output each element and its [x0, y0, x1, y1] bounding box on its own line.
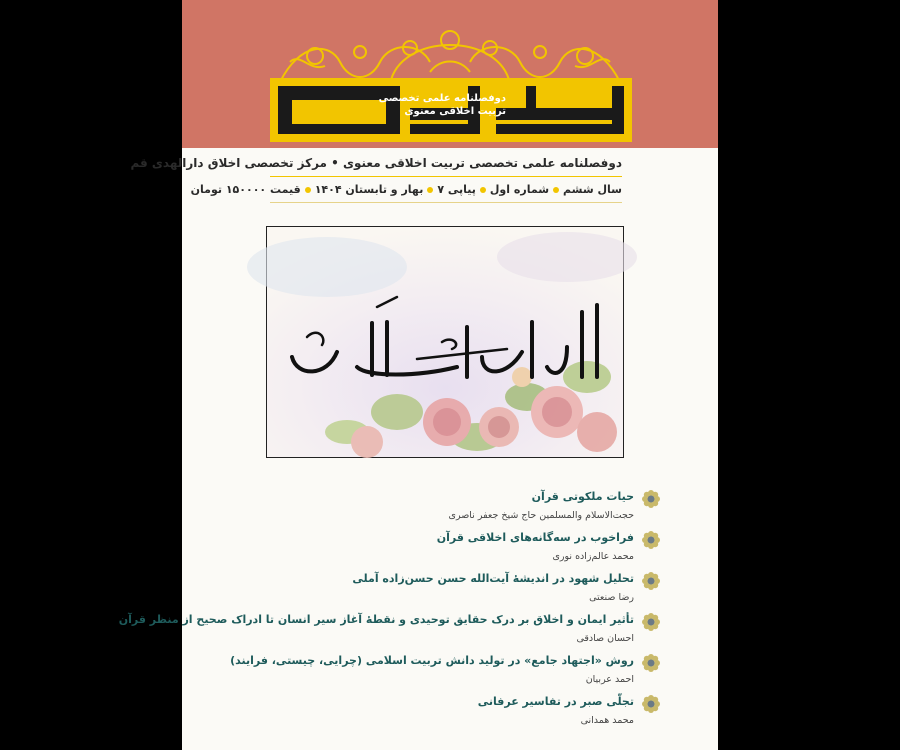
table-of-contents [118, 488, 660, 734]
toc-item[interactable] [190, 652, 660, 693]
issue-price: قیمت ۱۵۰۰۰۰ تومان [190, 183, 301, 196]
logo-subtitle [376, 92, 506, 118]
toc-title: فراخوب در سه‌گانه‌های اخلاقی قرآن [436, 531, 634, 544]
toc-title: حیات ملکوتی قرآن [531, 490, 634, 503]
issue-number: شماره اول [489, 183, 550, 196]
toc-item[interactable] [190, 488, 660, 529]
toc-title: تجلّی صبر در تفاسیر عرفانی [477, 695, 634, 708]
toc-item[interactable] [118, 611, 660, 652]
divider [270, 176, 622, 177]
journal-cover [118, 0, 718, 750]
toc-title: روش «اجتهاد جامع» در تولید دانش تربیت اسلامی (چرایی، چیستی، فرایند) [230, 654, 634, 667]
issue-series: پیاپی ۷ [437, 183, 476, 196]
rosette-icon [642, 654, 660, 672]
bullet-icon [427, 187, 433, 193]
bullet-icon [480, 187, 486, 193]
rosette-icon [642, 695, 660, 713]
toc-author: احسان صادقی [576, 633, 634, 644]
bullet-icon [305, 187, 311, 193]
logo-subtitle-line1: دوفصلنامه علمی تخصصی [378, 93, 506, 104]
toc-title: تحلیل شهود در اندیشهٔ آیت‌الله حسن حسن‌زاده آملی [352, 572, 634, 585]
journal-tagline: دوفصلنامه علمی تخصصی تربیت اخلاقی معنوی • مرکز تخصصی اخلاق دارالهدی قم [130, 156, 622, 170]
toc-item[interactable] [190, 529, 660, 570]
rosette-icon [642, 572, 660, 590]
rosette-icon [642, 531, 660, 549]
rosette-icon [642, 613, 660, 631]
toc-author: احمد عربیان [585, 674, 634, 685]
toc-item[interactable] [190, 570, 660, 611]
bullet-icon [553, 187, 559, 193]
rosette-icon [642, 490, 660, 508]
toc-item[interactable] [190, 693, 660, 734]
divider [270, 202, 622, 203]
toc-author: رضا صنعتی [589, 592, 634, 603]
issue-year: سال ششم [563, 183, 622, 196]
toc-title: تأثیر ایمان و اخلاق بر درک حقایق توحیدی و نقطهٔ آغاز سیر انسان تا ادراک صحیح از منظر قرآن [118, 613, 634, 626]
logo-subtitle-line2: تربیت اخلاقی معنوی [404, 106, 506, 117]
toc-author: حجت‌الاسلام والمسلمین حاج شیخ جعفر ناصری [448, 510, 634, 521]
watercolor-roses-illustration [267, 227, 623, 457]
issue-info [182, 183, 622, 196]
issue-season: بهار و تابستان ۱۴۰۴ [314, 183, 424, 196]
toc-author: محمد همدانی [580, 715, 634, 726]
toc-author: محمد عالم‌زاده نوری [552, 551, 634, 562]
calligraphy-artwork [266, 226, 624, 458]
